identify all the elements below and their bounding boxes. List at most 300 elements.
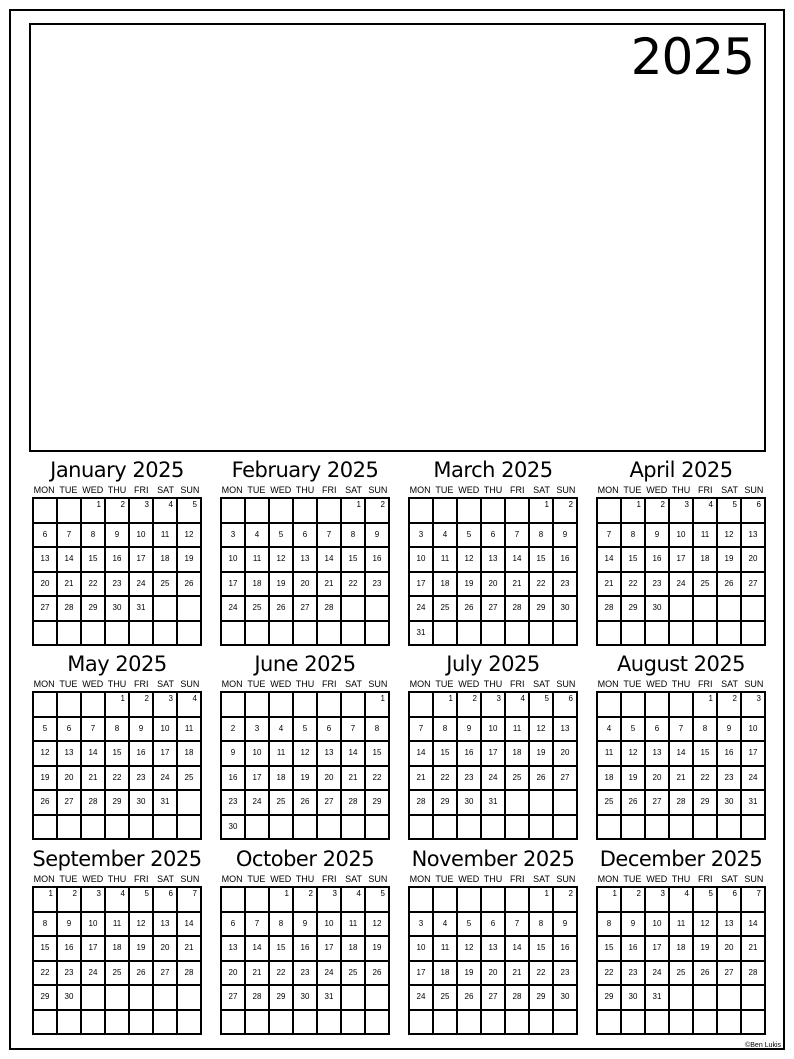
day-cell [82,816,106,841]
weekday-label: MON [409,874,431,884]
day-cell: 3 [742,693,766,718]
day-cell: 30 [58,986,82,1011]
day-cell: 21 [246,962,270,987]
day-cell: 5 [718,499,742,524]
day-cell: 10 [482,718,506,743]
day-cell: 27 [58,791,82,816]
day-cell [58,816,82,841]
day-grid [220,691,390,840]
day-cell: 17 [482,742,506,767]
day-cell [742,816,766,841]
weekday-label: FRI [698,485,713,495]
day-cell [646,622,670,647]
day-cell [342,597,366,622]
day-cell: 17 [742,742,766,767]
day-cell [246,816,270,841]
day-cell: 6 [318,718,342,743]
weekday-label: TUE [435,485,454,495]
day-cell: 1 [270,888,294,913]
month-title: February 2025 [231,458,379,482]
day-cell [34,816,58,841]
weekday-label: SUN [744,679,764,689]
weekday-label: THU [295,874,315,884]
day-cell: 25 [434,597,458,622]
weekday-label: FRI [322,679,337,689]
weekday-label: TUE [623,485,642,495]
day-cell [246,499,270,524]
weekday-label: WED [270,679,292,689]
day-cell: 3 [82,888,106,913]
day-cell: 22 [694,767,718,792]
day-cell: 8 [434,718,458,743]
day-cell: 8 [694,718,718,743]
day-cell: 26 [130,962,154,987]
day-cell: 26 [366,962,390,987]
weekday-label: TUE [435,679,454,689]
month-calendar [220,652,390,840]
day-cell: 4 [694,499,718,524]
month-calendar [408,458,578,646]
day-cell: 12 [178,524,202,549]
day-cell: 6 [482,913,506,938]
day-cell [554,791,578,816]
day-cell [130,986,154,1011]
month-title: January 2025 [50,458,184,482]
day-cell: 9 [718,718,742,743]
day-cell: 9 [366,524,390,549]
day-cell [154,597,178,622]
copyright-text: ©Ben Lukis [745,1042,781,1049]
day-cell: 14 [58,548,82,573]
day-cell: 12 [294,742,318,767]
day-cell: 15 [34,937,58,962]
day-cell: 7 [742,888,766,913]
weekday-label: FRI [510,874,525,884]
day-cell [530,791,554,816]
day-cell: 14 [506,548,530,573]
day-cell [130,1011,154,1036]
day-cell [318,622,342,647]
day-cell: 28 [598,597,622,622]
day-cell: 8 [106,718,130,743]
day-cell: 16 [554,937,578,962]
day-cell: 26 [178,573,202,598]
day-cell [106,1011,130,1036]
day-cell: 19 [294,767,318,792]
day-cell: 9 [554,524,578,549]
day-cell: 23 [366,573,390,598]
weekday-label: WED [458,679,480,689]
day-cell [106,622,130,647]
month-title: August 2025 [616,652,746,676]
weekday-label: TUE [435,874,454,884]
day-cell: 23 [294,962,318,987]
day-cell [34,622,58,647]
day-cell [178,597,202,622]
day-cell: 20 [482,573,506,598]
day-cell: 12 [622,742,646,767]
day-cell: 27 [554,767,578,792]
day-cell: 27 [482,597,506,622]
day-cell: 20 [154,937,178,962]
weekday-label: WED [82,679,104,689]
day-cell: 10 [646,913,670,938]
day-cell: 6 [222,913,246,938]
weekday-label: SAT [345,485,362,495]
day-cell [222,888,246,913]
day-cell: 21 [506,962,530,987]
day-cell: 10 [246,742,270,767]
day-cell: 8 [598,913,622,938]
day-cell: 7 [246,913,270,938]
day-cell: 22 [530,962,554,987]
day-cell: 17 [246,767,270,792]
day-cell: 16 [646,548,670,573]
day-cell: 19 [270,573,294,598]
day-cell: 15 [106,742,130,767]
day-cell: 15 [270,937,294,962]
day-cell: 29 [106,791,130,816]
day-cell: 2 [106,499,130,524]
weekday-label: TUE [623,874,642,884]
day-cell: 20 [294,573,318,598]
day-cell: 30 [294,986,318,1011]
day-cell: 23 [222,791,246,816]
day-cell: 11 [694,524,718,549]
day-cell: 8 [82,524,106,549]
day-cell: 25 [270,791,294,816]
day-cell [598,816,622,841]
day-cell: 8 [530,913,554,938]
weekday-label: FRI [510,485,525,495]
day-cell: 27 [154,962,178,987]
day-cell: 31 [482,791,506,816]
weekday-label: WED [82,874,104,884]
day-cell [246,693,270,718]
weekday-label: WED [270,874,292,884]
day-cell: 8 [622,524,646,549]
day-cell [458,888,482,913]
weekday-label: THU [483,679,503,689]
day-cell: 6 [58,718,82,743]
day-cell: 24 [154,767,178,792]
day-cell: 26 [530,767,554,792]
day-cell: 13 [294,548,318,573]
day-cell [434,499,458,524]
day-cell: 25 [106,962,130,987]
day-cell: 16 [294,937,318,962]
day-cell: 28 [506,986,530,1011]
day-cell: 26 [718,573,742,598]
day-cell [694,816,718,841]
day-cell: 19 [718,548,742,573]
day-cell: 6 [718,888,742,913]
weekday-label: MON [33,485,55,495]
day-cell: 21 [742,937,766,962]
day-cell: 3 [246,718,270,743]
day-cell: 15 [530,548,554,573]
day-cell: 11 [342,913,366,938]
day-grid [32,497,202,646]
day-cell: 9 [554,913,578,938]
weekday-label: SUN [556,485,576,495]
month-calendar [596,652,766,840]
day-cell [58,622,82,647]
day-cell: 5 [130,888,154,913]
weekday-label: FRI [322,874,337,884]
day-cell: 10 [154,718,178,743]
day-cell: 22 [366,767,390,792]
day-cell [646,693,670,718]
day-cell: 10 [82,913,106,938]
day-cell: 8 [270,913,294,938]
day-cell: 24 [222,597,246,622]
day-cell: 17 [318,937,342,962]
day-cell: 17 [130,548,154,573]
day-cell: 22 [622,573,646,598]
day-cell [154,986,178,1011]
day-cell: 16 [458,742,482,767]
weekday-label: SUN [556,679,576,689]
photo-area [29,23,766,452]
day-cell [294,816,318,841]
day-cell [694,622,718,647]
day-cell: 16 [622,937,646,962]
day-cell [246,1011,270,1036]
day-cell [342,693,366,718]
day-cell: 20 [58,767,82,792]
day-cell: 19 [622,767,646,792]
day-cell: 1 [342,499,366,524]
day-cell: 3 [410,913,434,938]
day-cell [458,622,482,647]
day-cell: 5 [622,718,646,743]
day-cell [130,622,154,647]
day-cell: 15 [530,937,554,962]
day-grid [408,497,578,646]
day-cell [222,499,246,524]
day-cell [482,499,506,524]
day-cell [742,622,766,647]
day-cell: 20 [318,767,342,792]
day-cell: 10 [130,524,154,549]
month-calendar [220,847,390,1035]
day-cell [718,1011,742,1036]
weekday-label: TUE [247,874,266,884]
day-cell: 9 [106,524,130,549]
day-cell: 24 [246,791,270,816]
weekday-label: FRI [510,679,525,689]
day-cell: 22 [530,573,554,598]
day-cell: 31 [154,791,178,816]
day-cell [506,622,530,647]
weekday-header [408,484,578,497]
day-cell: 1 [106,693,130,718]
day-cell: 23 [554,573,578,598]
day-cell: 13 [154,913,178,938]
day-cell [434,816,458,841]
day-cell [366,986,390,1011]
day-cell: 26 [694,962,718,987]
day-cell: 24 [318,962,342,987]
day-cell: 19 [178,548,202,573]
day-cell [130,816,154,841]
day-cell: 13 [482,548,506,573]
day-cell: 13 [58,742,82,767]
day-cell [506,1011,530,1036]
day-cell [82,693,106,718]
day-cell: 19 [34,767,58,792]
day-cell [694,1011,718,1036]
day-cell: 27 [718,962,742,987]
day-cell: 14 [342,742,366,767]
day-cell: 4 [670,888,694,913]
day-cell: 12 [366,913,390,938]
day-cell [554,1011,578,1036]
day-cell: 20 [646,767,670,792]
day-cell: 16 [718,742,742,767]
day-cell: 26 [622,791,646,816]
day-cell: 5 [530,693,554,718]
day-cell: 20 [34,573,58,598]
day-cell: 13 [554,718,578,743]
day-cell: 24 [410,597,434,622]
day-cell: 15 [622,548,646,573]
day-cell: 18 [106,937,130,962]
day-cell [742,1011,766,1036]
day-cell [434,622,458,647]
day-cell [694,597,718,622]
day-cell [670,597,694,622]
day-cell: 10 [742,718,766,743]
day-cell: 18 [598,767,622,792]
weekday-label: MON [221,485,243,495]
day-cell: 11 [670,913,694,938]
day-cell [318,499,342,524]
day-cell: 11 [178,718,202,743]
day-cell: 30 [718,791,742,816]
day-cell: 6 [742,499,766,524]
day-cell [530,622,554,647]
day-cell: 19 [366,937,390,962]
weekday-label: THU [295,679,315,689]
day-cell: 6 [34,524,58,549]
day-cell: 29 [530,986,554,1011]
weekday-label: FRI [134,874,149,884]
weekday-label: WED [646,679,668,689]
day-cell: 14 [410,742,434,767]
day-cell [670,1011,694,1036]
day-cell: 24 [646,962,670,987]
day-cell: 21 [506,573,530,598]
day-cell: 18 [178,742,202,767]
day-cell: 29 [434,791,458,816]
day-cell [530,816,554,841]
day-cell: 16 [366,548,390,573]
day-cell: 22 [34,962,58,987]
day-cell: 18 [246,573,270,598]
day-cell: 14 [506,937,530,962]
day-cell: 29 [530,597,554,622]
day-cell: 25 [670,962,694,987]
weekday-label: THU [295,485,315,495]
day-cell [246,888,270,913]
day-cell [482,888,506,913]
day-cell: 2 [646,499,670,524]
month-calendar [596,458,766,646]
weekday-header [220,873,390,886]
weekday-header [32,484,202,497]
day-cell: 22 [434,767,458,792]
day-cell: 2 [222,718,246,743]
day-cell [246,622,270,647]
day-cell: 25 [342,962,366,987]
day-cell: 11 [598,742,622,767]
day-cell [58,499,82,524]
day-cell [294,499,318,524]
day-cell: 30 [646,597,670,622]
month-title: November 2025 [411,847,575,871]
day-cell [506,791,530,816]
day-cell: 21 [670,767,694,792]
day-cell: 4 [154,499,178,524]
weekday-label: MON [409,679,431,689]
day-cell [294,693,318,718]
day-cell: 11 [506,718,530,743]
weekday-label: SAT [533,679,550,689]
weekday-label: WED [646,485,668,495]
weekday-label: SAT [533,485,550,495]
day-cell: 14 [82,742,106,767]
day-cell: 29 [366,791,390,816]
day-cell: 4 [342,888,366,913]
day-cell [506,499,530,524]
day-cell [82,1011,106,1036]
month-calendar [32,847,202,1035]
weekday-label: MON [597,874,619,884]
day-cell: 22 [106,767,130,792]
day-cell: 10 [410,548,434,573]
day-cell [410,1011,434,1036]
day-cell: 14 [318,548,342,573]
month-calendar [596,847,766,1035]
day-cell: 13 [742,524,766,549]
day-cell: 25 [506,767,530,792]
day-cell: 17 [410,962,434,987]
weekday-label: WED [458,874,480,884]
day-cell [622,693,646,718]
day-cell: 2 [622,888,646,913]
day-cell [294,622,318,647]
weekday-label: SAT [721,679,738,689]
day-cell [178,816,202,841]
day-cell: 18 [270,767,294,792]
day-cell: 21 [342,767,366,792]
weekday-label: THU [107,679,127,689]
day-cell [434,888,458,913]
day-cell: 11 [106,913,130,938]
day-cell: 17 [154,742,178,767]
day-cell: 3 [318,888,342,913]
day-cell [222,622,246,647]
day-cell: 24 [482,767,506,792]
day-cell [742,986,766,1011]
day-cell [694,986,718,1011]
day-cell: 18 [670,937,694,962]
day-cell: 13 [318,742,342,767]
weekday-label: MON [597,485,619,495]
day-cell [670,693,694,718]
